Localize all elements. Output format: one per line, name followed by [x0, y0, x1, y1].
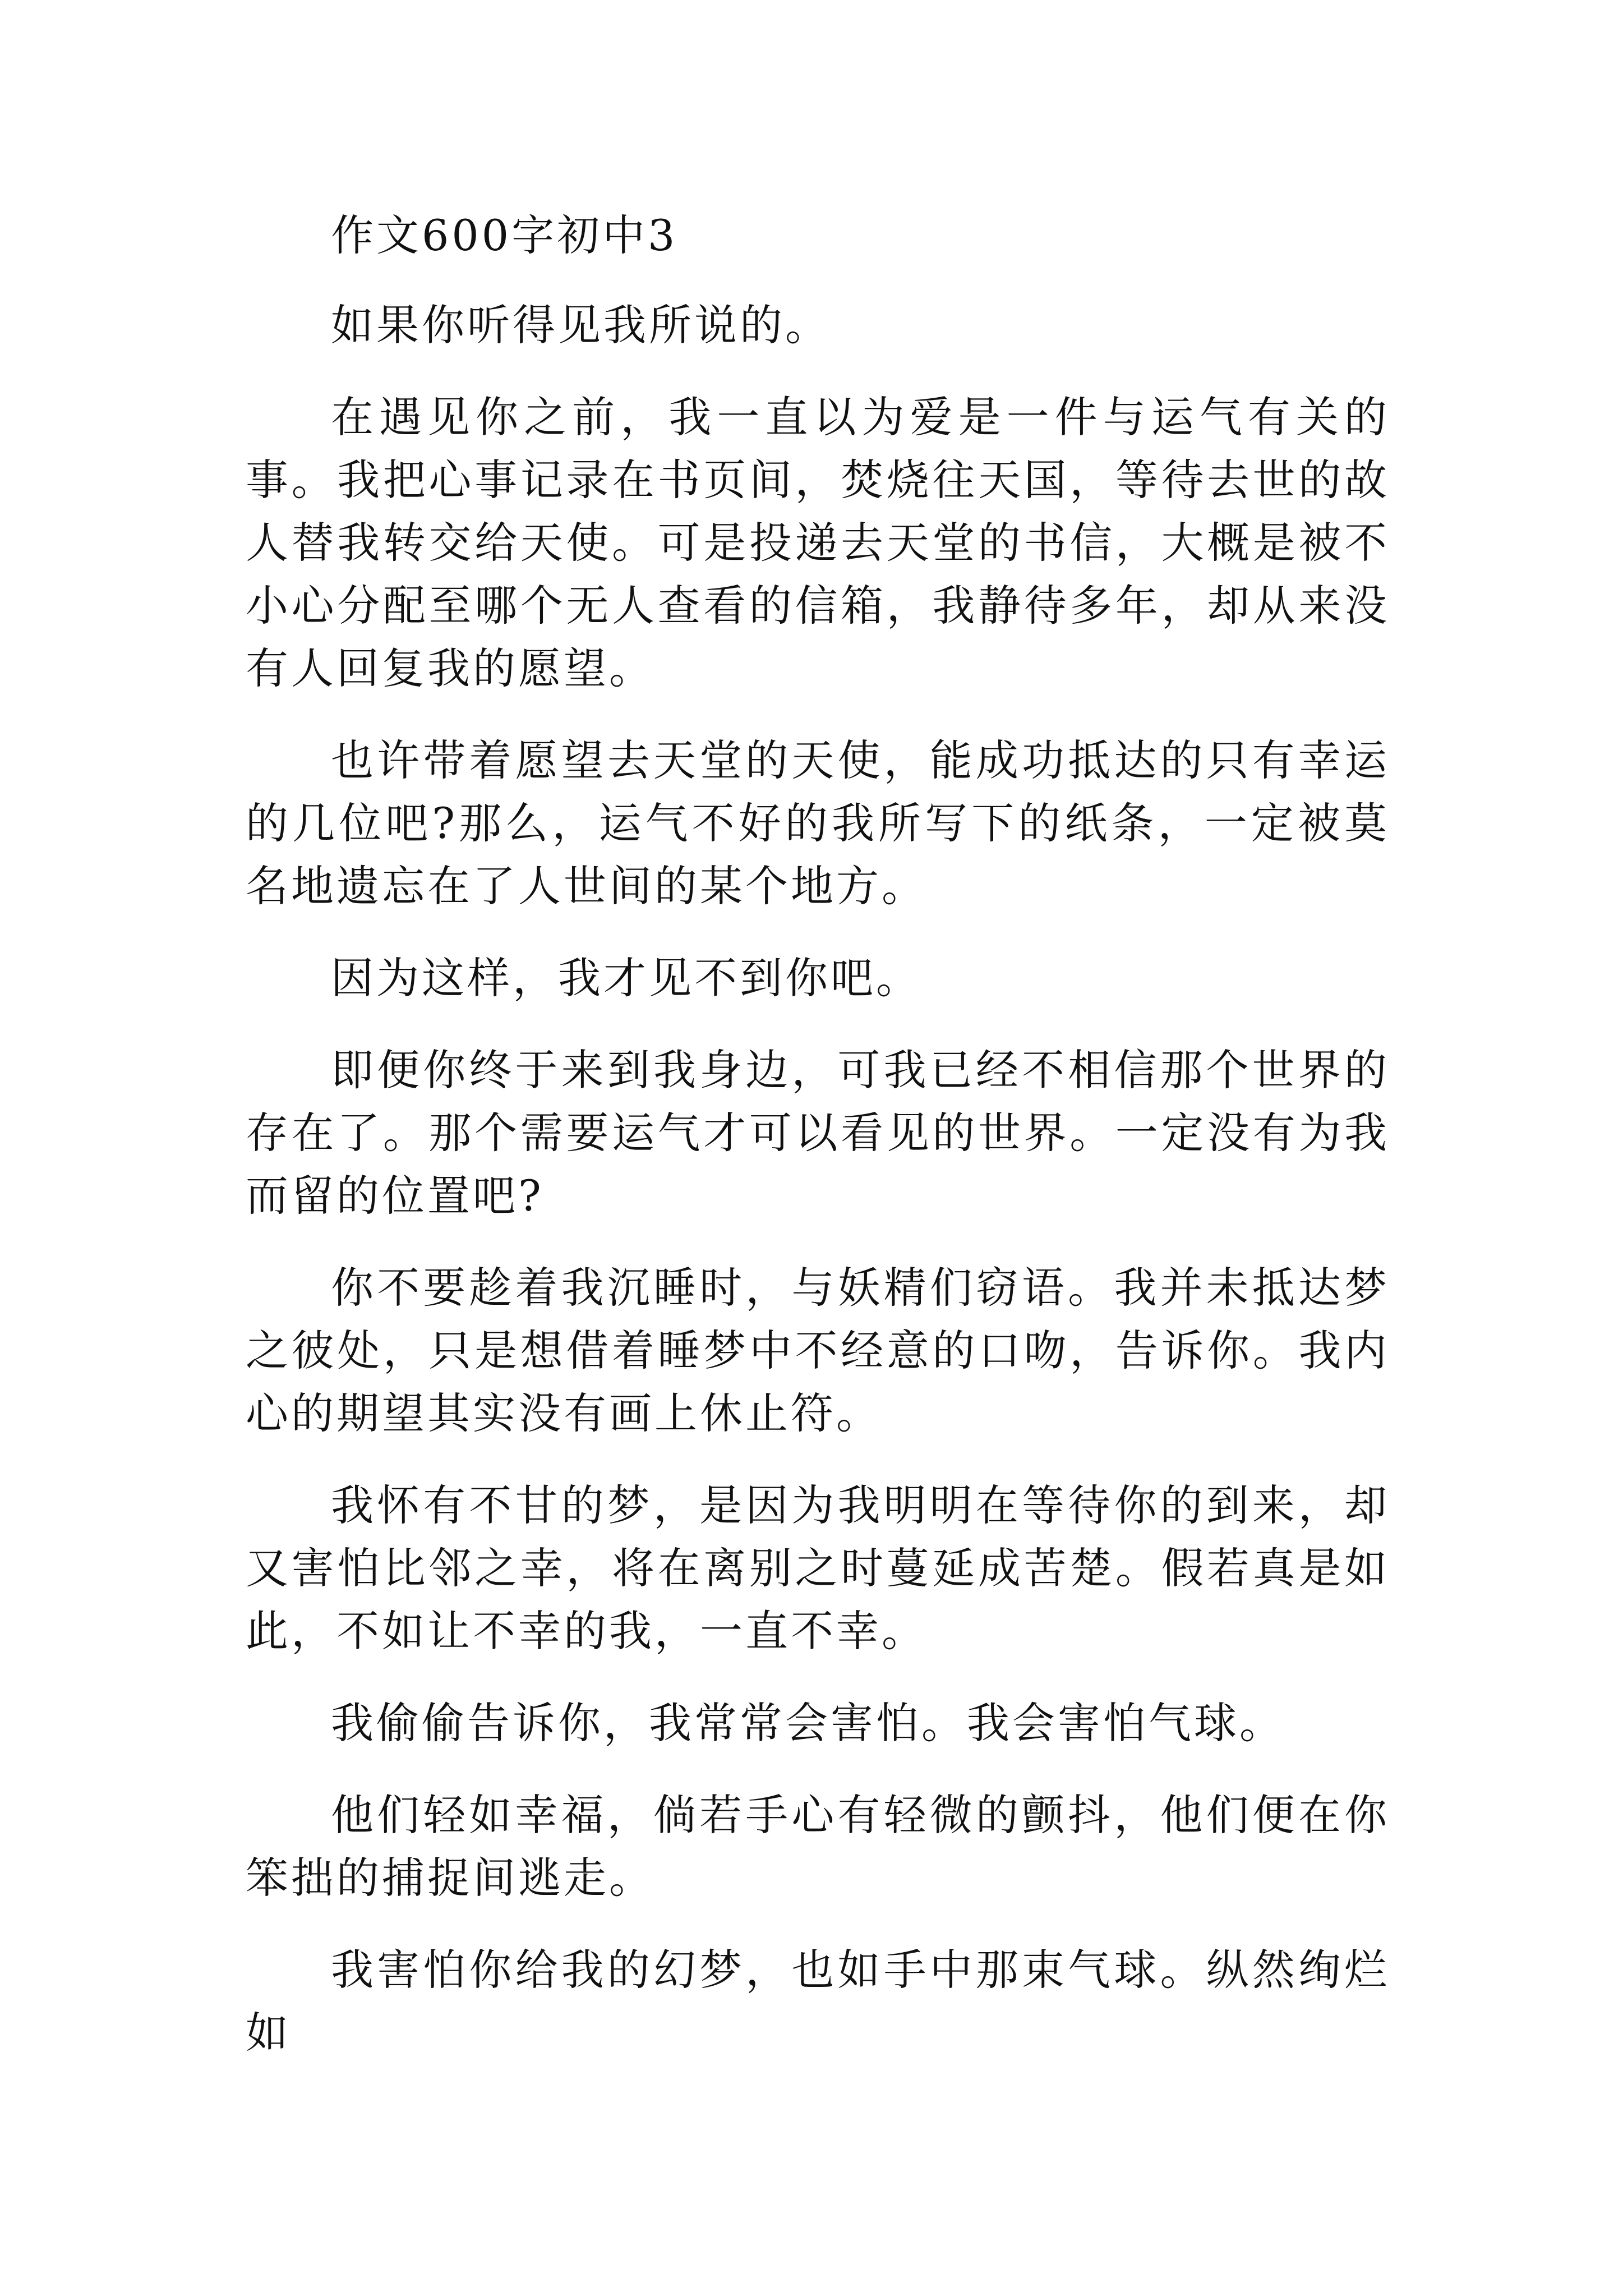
- paragraph-2: 在遇见你之前，我一直以为爱是一件与运气有关的事。我把心事记录在书页间，焚烧往天国，等待去世的故人替我转交给天使。可是投递去天堂的书信，大概是被不小心分配至哪个无人查看的信箱，我静待多年，却从来没有人回复我的愿望。: [246, 392, 1390, 693]
- paragraph-9: 他们轻如幸福，倘若手心有轻微的颤抖，他们便在你笨拙的捕捉间逃走。: [246, 1790, 1390, 1903]
- paragraph-1: 如果你听得见我所说的。: [331, 300, 831, 350]
- essay-title: 作文600字初中3: [331, 210, 678, 260]
- paragraph-6: 你不要趁着我沉睡时，与妖精们窃语。我并未抵达梦之彼处，只是想借着睡梦中不经意的口吻，告诉你。我内心的期望其实没有画上休止符。: [246, 1263, 1390, 1438]
- paragraph-4: 因为这样，我才见不到你吧。: [331, 953, 921, 1003]
- paragraph-5: 即便你终于来到我身边，可我已经不相信那个世界的存在了。那个需要运气才可以看见的世界。一定没有为我而留的位置吧?: [246, 1045, 1390, 1221]
- paragraph-10: 我害怕你给我的幻梦，也如手中那束气球。纵然绚烂如: [246, 1945, 1390, 2058]
- paragraph-7: 我怀有不甘的梦，是因为我明明在等待你的到来，却又害怕比邻之幸，将在离别之时蔓延成苦楚。假若真是如此，不如让不幸的我，一直不幸。: [246, 1480, 1390, 1656]
- essay-body: [246, 204, 1390, 2093]
- paragraph-3: 也许带着愿望去天堂的天使，能成功抵达的只有幸运的几位吧?那么，运气不好的我所写下的纸条，一定被莫名地遗忘在了人世间的某个地方。: [246, 735, 1390, 911]
- paragraph-8: 我偷偷告诉你，我常常会害怕。我会害怕气球。: [331, 1698, 1285, 1748]
